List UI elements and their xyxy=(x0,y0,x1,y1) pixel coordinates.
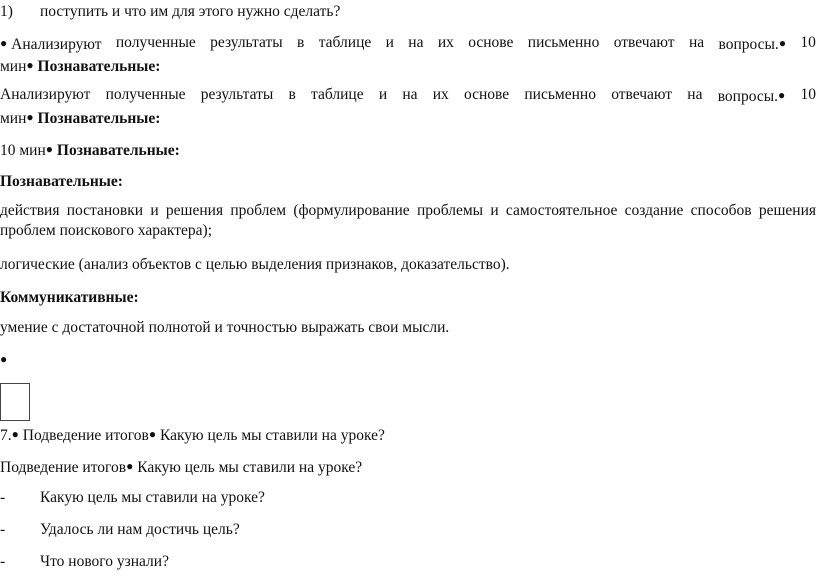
paragraph-tail: мин● Познавательные: xyxy=(0,110,161,127)
word: создание xyxy=(624,202,684,219)
word: 10 xyxy=(800,86,816,103)
paragraph-tail: мин● Познавательные: xyxy=(0,58,161,75)
bullet-icon: ● xyxy=(26,58,34,72)
word: в xyxy=(288,86,296,103)
paragraph-tail: проблем поискового характера); xyxy=(0,222,212,239)
word: самостоятельное xyxy=(505,202,618,219)
bullet-icon: ● xyxy=(11,427,19,441)
summary-line-numbered: 7.● Подведение итогов● Какую цель мы ставили на уроке? xyxy=(0,427,385,444)
bullet-icon: ● xyxy=(0,36,8,50)
question-text: Какую цель мы ставили на уроке? xyxy=(40,489,265,506)
word: в xyxy=(297,34,305,51)
justified-row xyxy=(0,85,816,107)
word: таблице xyxy=(318,34,372,51)
word: на xyxy=(688,34,705,51)
bullet-icon: ● xyxy=(45,142,54,156)
word: Анализируют xyxy=(0,86,91,103)
word: и xyxy=(378,86,388,103)
heading-cognitive: Познавательные: xyxy=(0,173,123,190)
word: и xyxy=(150,202,159,219)
summary-line: Подведение итогов● Какую цель мы ставили на уроке? xyxy=(0,459,363,476)
word: способов xyxy=(690,202,752,219)
word: 10 xyxy=(800,34,816,51)
word: вопросы. xyxy=(717,88,778,105)
word: проблемы xyxy=(416,202,484,219)
empty-frame xyxy=(0,383,30,421)
word: на xyxy=(687,86,703,103)
word: таблице xyxy=(311,86,364,103)
bullet-icon: ● xyxy=(778,36,787,50)
bullet-icon: ● xyxy=(778,88,786,102)
word: действия xyxy=(0,202,60,219)
word: письменно xyxy=(527,34,600,51)
word: и xyxy=(385,34,394,51)
question-text: Удалось ли нам достичь цель? xyxy=(40,521,240,538)
list-item-text: поступить и что им для этого нужно сделать? xyxy=(40,3,341,20)
paragraph-analysis-bulleted xyxy=(0,33,816,77)
word: отвечают xyxy=(613,34,675,51)
word: решения xyxy=(758,202,816,219)
word: полученные xyxy=(105,86,186,103)
word: проблем xyxy=(230,202,287,219)
bullet-icon: ● xyxy=(126,459,134,473)
duration-line: 10 мин● Познавательные: xyxy=(0,142,180,159)
dash-marker: - xyxy=(0,489,6,506)
word: и xyxy=(490,202,499,219)
list-item-1 xyxy=(0,2,340,22)
word: постановки xyxy=(66,202,144,219)
dash-marker: - xyxy=(0,553,6,570)
dash-marker: - xyxy=(0,521,6,538)
justified-row xyxy=(0,33,816,55)
bullet-icon: ● xyxy=(148,427,157,441)
paragraph-analysis xyxy=(0,85,816,129)
word: на xyxy=(402,86,418,103)
word: письменно xyxy=(524,86,596,103)
communicative-text: умение с достаточной полнотой и точностью выражать свои мысли. xyxy=(0,319,450,336)
question-item xyxy=(0,520,240,540)
logical-text: логические (анализ объектов с целью выделения признаков, доказательство). xyxy=(0,256,510,273)
word: результаты xyxy=(200,86,274,103)
word: на xyxy=(408,34,424,51)
bullet-icon: ● xyxy=(26,110,34,124)
word: их xyxy=(437,34,454,51)
question-item xyxy=(0,552,169,572)
question-text: Что нового узнали? xyxy=(40,553,169,570)
bold-label: Познавательные: xyxy=(56,142,180,159)
word: результаты xyxy=(210,34,283,51)
word: вопросы. xyxy=(718,36,779,53)
word: (формулирование xyxy=(293,202,410,219)
bold-label: Познавательные: xyxy=(37,110,161,127)
bullet-icon: ● xyxy=(0,352,8,366)
word: Анализируют xyxy=(11,36,102,53)
word: отвечают xyxy=(611,86,673,103)
word: основе xyxy=(464,86,510,103)
word: полученные xyxy=(115,34,196,51)
bold-label: Познавательные: xyxy=(37,58,161,75)
question-item xyxy=(0,488,265,508)
paragraph-actions xyxy=(0,201,816,241)
heading-communicative: Коммуникативные: xyxy=(0,289,139,306)
list-number: 1) xyxy=(0,3,13,20)
word: их xyxy=(432,86,449,103)
word: решения xyxy=(165,202,224,219)
word: основе xyxy=(468,34,514,51)
justified-row xyxy=(0,201,816,221)
empty-bullet xyxy=(0,349,7,371)
